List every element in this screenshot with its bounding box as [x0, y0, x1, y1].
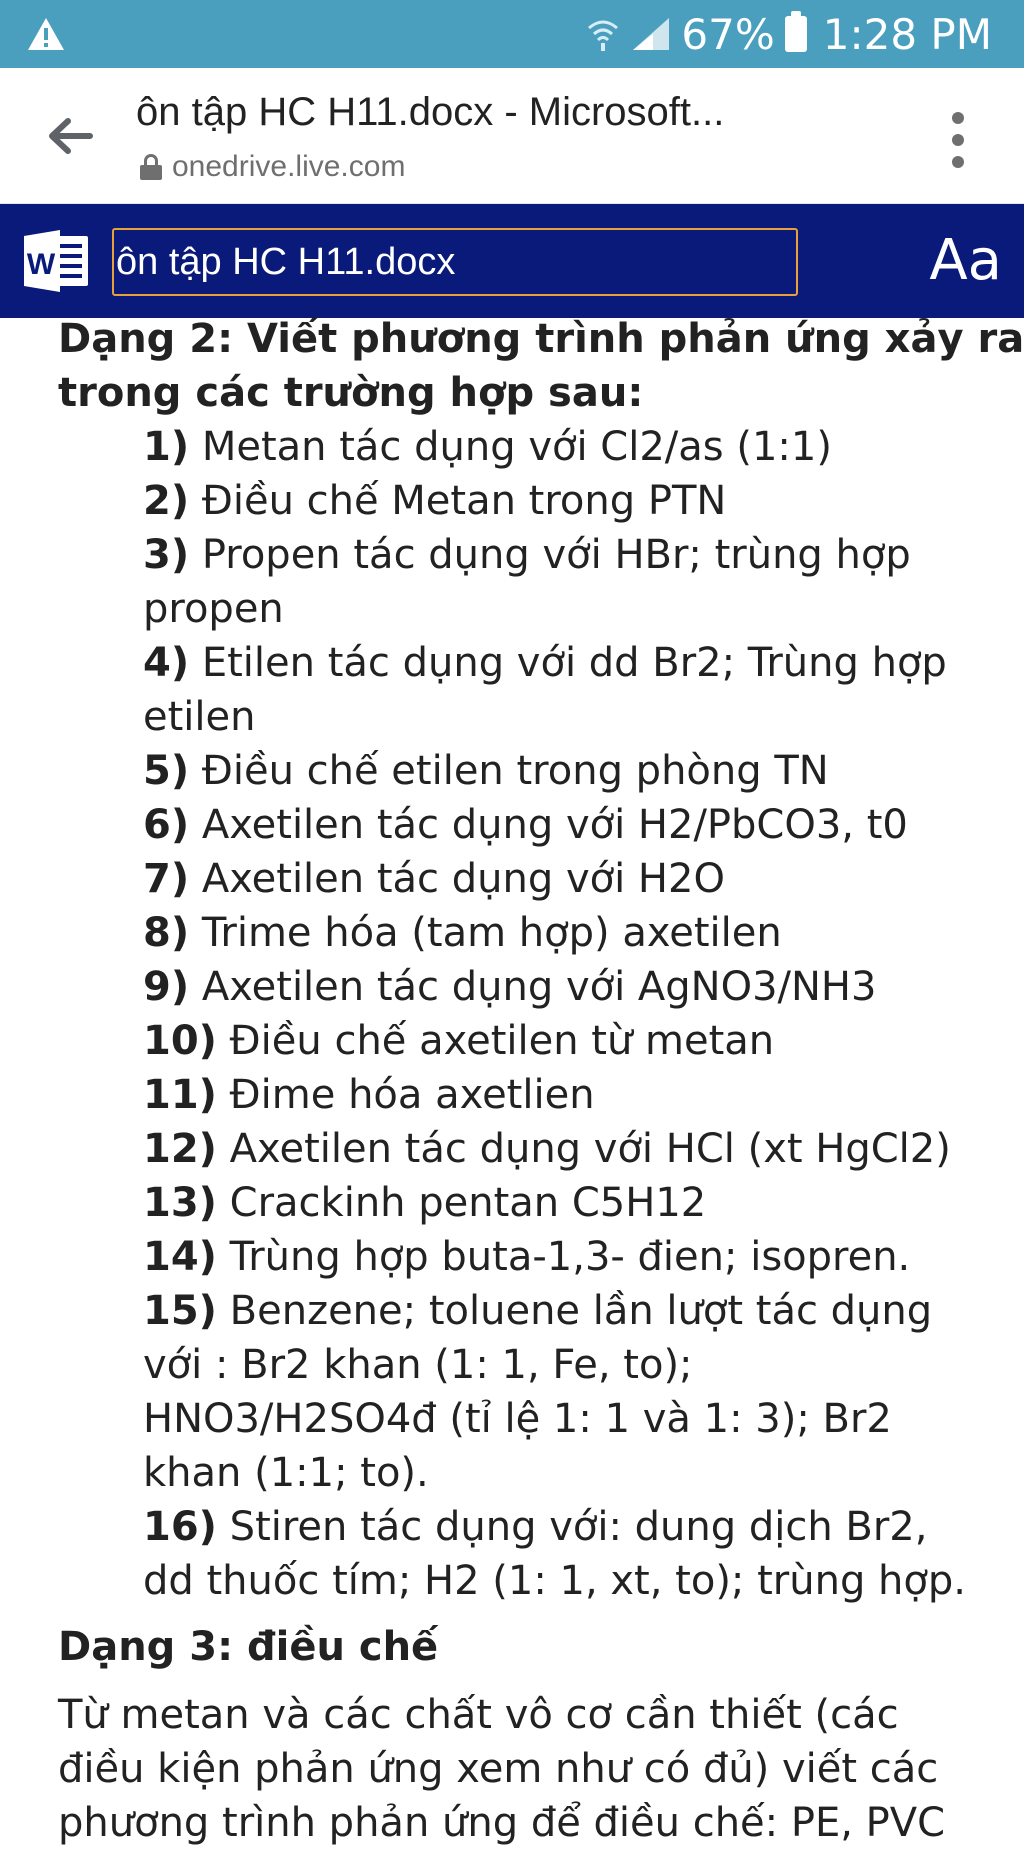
list-item: 10) Điều chế axetilen từ metan — [143, 1018, 775, 1064]
heading-dang-3: Dạng 3: điều chế — [58, 1624, 439, 1670]
word-logo-icon — [24, 230, 90, 292]
page-title: ôn tập HC H11.docx - Microsoft... — [136, 90, 725, 134]
clock: 1:28 PM — [822, 9, 992, 59]
status-bar — [0, 0, 1024, 68]
list-item: 14) Trùng hợp buta-1,3- đien; isopren. — [143, 1234, 911, 1280]
list-item: 7) Axetilen tác dụng với H2O — [143, 856, 725, 902]
back-button[interactable] — [40, 106, 100, 166]
battery-percent: 67% — [681, 9, 775, 59]
status-icons — [585, 0, 992, 68]
url-bar[interactable] — [140, 150, 405, 184]
list-item-cont: etilen — [143, 694, 256, 740]
back-arrow-icon — [46, 116, 94, 156]
list-item: 5) Điều chế etilen trong phòng TN — [143, 748, 829, 794]
more-vert-dot — [952, 134, 964, 146]
list-item: 8) Trime hóa (tam hợp) axetilen — [143, 910, 782, 956]
document-name-field[interactable] — [112, 228, 798, 296]
list-item: 6) Axetilen tác dụng với H2/PbCO3, t0 — [143, 802, 908, 848]
battery-icon — [785, 16, 807, 52]
lock-icon — [140, 154, 162, 180]
document-body — [0, 316, 1024, 1846]
list-item-cont: với : Br2 khan (1: 1, Fe, to); — [143, 1342, 693, 1388]
more-vert-icon — [952, 112, 964, 124]
list-item: 11) Đime hóa axetlien — [143, 1072, 595, 1118]
list-item: 16) Stiren tác dụng với: dung dịch Br2, — [143, 1504, 928, 1550]
list-item: 3) Propen tác dụng với HBr; trùng hợp — [143, 532, 911, 578]
heading-dang-2-cont: trong các trường hợp sau: — [58, 370, 644, 416]
warning-icon — [26, 16, 66, 52]
heading-dang-2: Dạng 2: Viết phương trình phản ứng xảy ra — [58, 316, 1024, 362]
paragraph-line: Từ metan và các chất vô cơ cần thiết (các — [58, 1692, 899, 1738]
more-menu-button[interactable] — [950, 112, 966, 168]
list-item: 13) Crackinh pentan C5H12 — [143, 1180, 707, 1226]
url-text: onedrive.live.com — [172, 150, 406, 183]
list-item: 15) Benzene; toluene lần lượt tác dụng — [143, 1288, 933, 1334]
list-item-cont: HNO3/H2SO4đ (tỉ lệ 1: 1 và 1: 3); Br2 — [143, 1396, 892, 1442]
list-item: 12) Axetilen tác dụng với HCl (xt HgCl2) — [143, 1126, 951, 1172]
list-item: 2) Điều chế Metan trong PTN — [143, 478, 727, 524]
svg-text:W: W — [26, 248, 56, 281]
browser-toolbar — [0, 68, 1024, 204]
document-name: ôn tập HC H11.docx — [116, 240, 456, 283]
signal-icon — [631, 16, 671, 52]
word-toolbar — [0, 204, 1024, 318]
paragraph-line: phương trình phản ứng để điều chế: PE, PVC — [58, 1800, 946, 1846]
list-item-cont: khan (1:1; to). — [143, 1450, 429, 1496]
list-item-cont: propen — [143, 586, 284, 632]
list-item-cont: dd thuốc tím; H2 (1: 1, xt, to); trùng hợp. — [143, 1558, 966, 1604]
list-item: 1) Metan tác dụng với Cl2/as (1:1) — [143, 424, 832, 470]
font-size-button[interactable]: Aa — [929, 228, 1002, 293]
wifi-icon — [585, 16, 621, 52]
list-item: 9) Axetilen tác dụng với AgNO3/NH3 — [143, 964, 877, 1010]
more-vert-dot — [952, 156, 964, 168]
paragraph-line: điều kiện phản ứng xem như có đủ) viết các — [58, 1746, 939, 1792]
list-item: 4) Etilen tác dụng với dd Br2; Trùng hợp — [143, 640, 947, 686]
